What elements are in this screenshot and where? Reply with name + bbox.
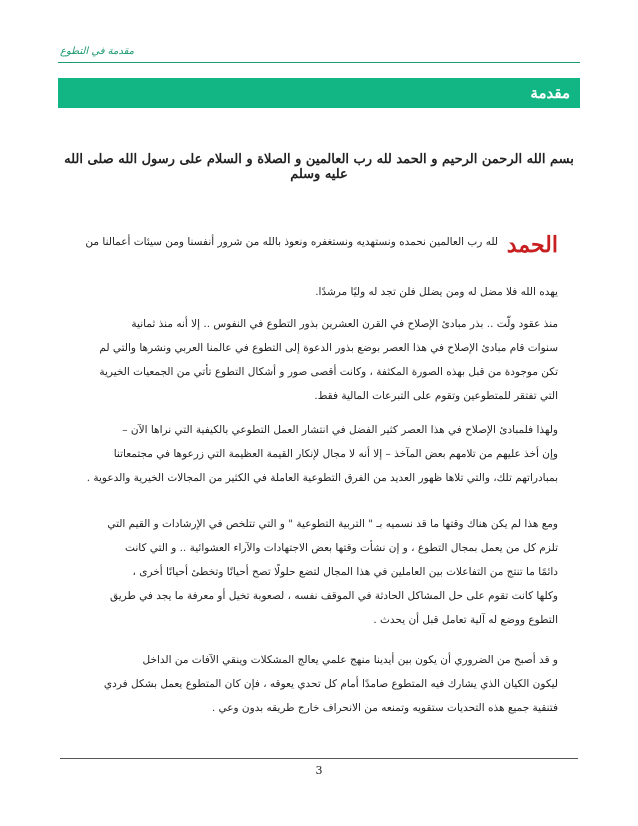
paragraph-4 xyxy=(68,648,558,720)
paragraph-line: منذ عقود ولّت .. بذر مبادئ الإصلاح في القرن العشرين بذور التطوع في النفوس .. إلا أنه منذ ثمانية xyxy=(131,318,558,330)
paragraph-line: بمبادراتهم تلك، والتي تلاها ظهور العديد من الفرق التطوعية العاملة في الكثير من المجالات الخيرية والدعوية . xyxy=(86,472,558,484)
paragraph-line: ليكون الكيان الذي يشارك فيه المتطوع صامدًا أمام كل تحدي يعوقه ، فإن كان المتطوع يعمل بشكل فردي xyxy=(103,678,558,690)
paragraph-1 xyxy=(68,312,558,408)
intro-paragraph-cont xyxy=(78,280,558,304)
paragraph-line: ولهذا فلمبادئ الإصلاح في هذا العصر كثير الفضل في انتشار العمل التطوعي بالكيفية التي نراها الآن – xyxy=(122,424,558,436)
paragraph-line: التطوع ووضع له آلية تعامل قبل أن يحدث . xyxy=(373,614,558,626)
footer-divider xyxy=(60,758,578,759)
section-title: مقدمة xyxy=(530,84,570,102)
intro-paragraph xyxy=(85,230,498,254)
paragraph-line: فتنقية جميع هذه التحديات ستقويه وتمنعه من الانحراف خارج طريقه بدون وعي . xyxy=(211,702,558,714)
paragraph-line: وكلها كانت تقوم على حل المشاكل الحادثة في الموقف نفسه ، لصعوبة تخيل أو معرفة ما يجد في طريق xyxy=(109,590,558,602)
page-number: 3 xyxy=(315,764,323,777)
intro-line: لله رب العالمين نحمده ونستهديه ونستغفره ونعوذ بالله من شرور أنفسنا ومن سيئات أعمالنا من xyxy=(85,236,498,248)
running-header: مقدمة في التطوع xyxy=(60,46,135,57)
paragraph-2 xyxy=(58,418,558,490)
paragraph-line: التي تفتقر للمتطوعين وتقوم على التبرعات المالية فقط. xyxy=(314,390,558,402)
paragraph-line: وإن أخذ عليهم من تلامهم بعض المآخذ – إلا أنه لا مجال لإنكار القيمة العظيمة التي زرعوها في مجتمعاتنا xyxy=(113,448,558,460)
paragraph-line: ومع هذا لم يكن هناك وقتها ما قد نسميه بـ " التربية التطوعية " و التي تتلخص في الإرشادات و القيم التي xyxy=(107,518,558,530)
intro-line: يهده الله فلا مضل له ومن يضلل فلن تجد له وليًا مرشدًا. xyxy=(315,286,558,298)
paragraph-line: تلزم كل من يعمل بمجال التطوع ، و إن نشأت وقتها بعض الاجتهادات والآراء العشوائية .. و التي كانت xyxy=(125,542,558,554)
intro-drop-word: الحمد xyxy=(506,232,558,258)
header-divider xyxy=(58,62,580,63)
paragraph-line: تكن موجودة من قبل بهذه الصورة المكثفة ، وكانت أقصى صور و أشكال التطوع تأتي من الجمعيات الخيرية xyxy=(99,366,558,378)
paragraph-line: سنوات قام مبادئ الإصلاح في هذا العصر بوضع بذور الدعوة إلى التطوع في عالمنا العربي ونشرها والتي لم xyxy=(99,342,558,354)
paragraph-3 xyxy=(68,512,558,632)
paragraph-line: دائمًا ما تنتج من التفاعلات بين العاملين في هذا المجال لتضع حلولًا تصح أحيانًا وتخطئ أحيانًا أخرى ، xyxy=(132,566,558,578)
section-banner xyxy=(58,78,580,108)
basmala: بسم الله الرحمن الرحيم و الحمد لله رب العالمين و الصلاة و السلام على رسول الله صلى الله عليه وسلم xyxy=(64,152,574,182)
paragraph-line: و قد أصبح من الضروري أن يكون بين أيدينا منهج علمي يعالج المشكلات وينقي الآفات من الداخل xyxy=(142,654,558,666)
